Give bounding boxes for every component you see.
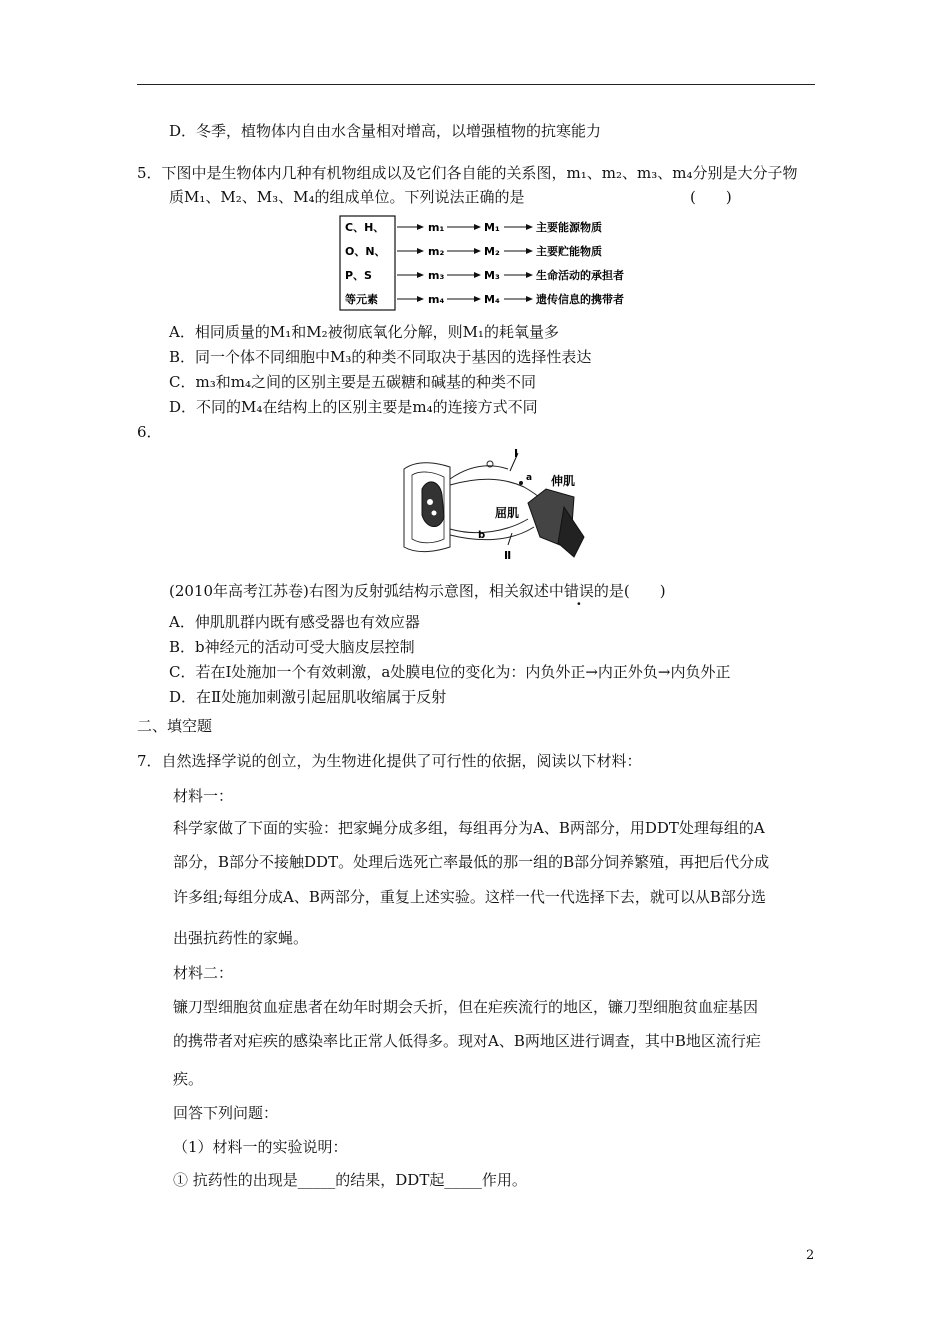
label-extensor: 伸肌 bbox=[551, 474, 576, 488]
diagram-row-3 bbox=[397, 268, 624, 282]
function-label: 遗传信息的携带者 bbox=[536, 293, 624, 306]
q7-material2-title: 材料二： bbox=[173, 964, 234, 982]
function-label: 生命活动的承担者 bbox=[536, 269, 624, 282]
prev-option-d: D．冬季，植物体内自由水含量相对增高，以增强植物的抗寒能力 bbox=[169, 122, 602, 140]
q6-option-a: A．伸肌肌群内既有感受器也有效应器 bbox=[169, 613, 420, 631]
reflex-arc-figure bbox=[398, 447, 594, 567]
label-a: a bbox=[526, 473, 533, 483]
spinal-gray-matter bbox=[422, 482, 444, 527]
q7-material1-line: 出强抗药性的家蝇。 bbox=[173, 929, 309, 947]
emphasis-wrong: 错误 bbox=[563, 582, 594, 600]
q7-material2-line: 镰刀型细胞贫血症患者在幼年时期会夭折，但在疟疾流行的地区，镰刀型细胞贫血症基因 bbox=[173, 998, 759, 1016]
macro-label: M₄ bbox=[484, 293, 500, 306]
q7-material1-line: 许多组;每组分成A、B两部分，重复上述实验。这样一代一代选择下去，就可以从B部分选 bbox=[173, 888, 766, 906]
macro-label: M₂ bbox=[484, 245, 500, 258]
q5-option-d: D．不同的M₄在结构上的区别主要是m₄的连接方式不同 bbox=[169, 398, 538, 416]
q7-ask: 回答下列问题： bbox=[173, 1104, 279, 1122]
element-text: O、N、 bbox=[345, 245, 386, 258]
q6-option-c: C．若在Ⅰ处施加一个有效刺激，a处膜电位的变化为：内负外正→内正外负→内负外正 bbox=[169, 663, 731, 681]
q7-stem: 7．自然选择学说的创立，为生物进化提供了可行性的依据，阅读以下材料： bbox=[137, 752, 642, 770]
diagram-row-2 bbox=[397, 244, 602, 258]
q6-option-b: B．b神经元的活动可受大脑皮层控制 bbox=[169, 638, 415, 656]
q7-material1-line: 科学家做了下面的实验：把家蝇分成多组，每组再分为A、B两部分，用DDT处理每组的A bbox=[173, 819, 765, 837]
unit-label: m₂ bbox=[428, 245, 445, 258]
q6-stem: (2010年高考江苏卷)右图为反射弧结构示意图，相关叙述中错误的是( ) bbox=[169, 582, 666, 600]
unit-label: m₁ bbox=[428, 221, 445, 234]
q7-subquestion-1: （1）材料一的实验说明： bbox=[173, 1138, 348, 1156]
label-I: Ⅰ bbox=[514, 447, 519, 460]
diagram-row-1 bbox=[397, 220, 602, 234]
macro-label: M₁ bbox=[484, 221, 500, 234]
q5-answer-paren: ( ) bbox=[690, 188, 732, 206]
unit-label: m₄ bbox=[428, 293, 445, 306]
q7-material1-title: 材料一： bbox=[173, 787, 234, 805]
q7-subquestion-1-item: ① 抗药性的出现是_____的结果，DDT起_____作用。 bbox=[173, 1171, 527, 1189]
label-b: b bbox=[478, 530, 486, 541]
q5-option-b: B．同一个体不同细胞中M₃的种类不同取决于基因的选择性表达 bbox=[169, 348, 592, 366]
header-rule bbox=[137, 84, 815, 85]
q5-stem-line1: 5．下图中是生物体内几种有机物组成以及它们各自能的关系图，m₁、m₂、m₃、m₄分别是大分子物 bbox=[137, 164, 798, 182]
q7-material2-line: 疾。 bbox=[173, 1070, 204, 1088]
q6-option-d: D．在Ⅱ处施加刺激引起屈肌收缩属于反射 bbox=[169, 688, 447, 706]
element-text: C、H、 bbox=[345, 221, 385, 234]
q7-material2-line: 的携带者对疟疾的感染率比正常人低得多。现对A、B两地区进行调查，其中B地区流行疟 bbox=[173, 1032, 761, 1050]
label-flexor: 屈肌 bbox=[495, 506, 520, 520]
diagram-row-4 bbox=[397, 292, 624, 306]
element-text: P、S bbox=[345, 269, 372, 282]
function-label: 主要贮能物质 bbox=[536, 245, 602, 258]
page-number: 2 bbox=[806, 1248, 815, 1263]
function-label: 主要能源物质 bbox=[536, 221, 602, 234]
q6-number: 6． bbox=[137, 423, 162, 441]
element-text: 等元素 bbox=[345, 293, 378, 306]
q5-option-c: C．m₃和m₄之间的区别主要是五碳糖和碱基的种类不同 bbox=[169, 373, 536, 391]
unit-label: m₃ bbox=[428, 269, 445, 282]
label-II: Ⅱ bbox=[504, 549, 512, 562]
section-title: 二、填空题 bbox=[137, 717, 213, 735]
q7-material1-line: 部分，B部分不接触DDT。处理后选死亡率最低的那一组的B部分饲养繁殖，再把后代分成 bbox=[173, 853, 770, 871]
macro-label: M₃ bbox=[484, 269, 500, 282]
q5-diagram bbox=[330, 212, 660, 312]
q5-option-a: A．相同质量的M₁和M₂被彻底氧化分解，则M₁的耗氧量多 bbox=[169, 323, 559, 341]
q5-stem-line2: 质M₁、M₂、M₃、M₄的组成单位。下列说法正确的是 bbox=[169, 188, 525, 206]
